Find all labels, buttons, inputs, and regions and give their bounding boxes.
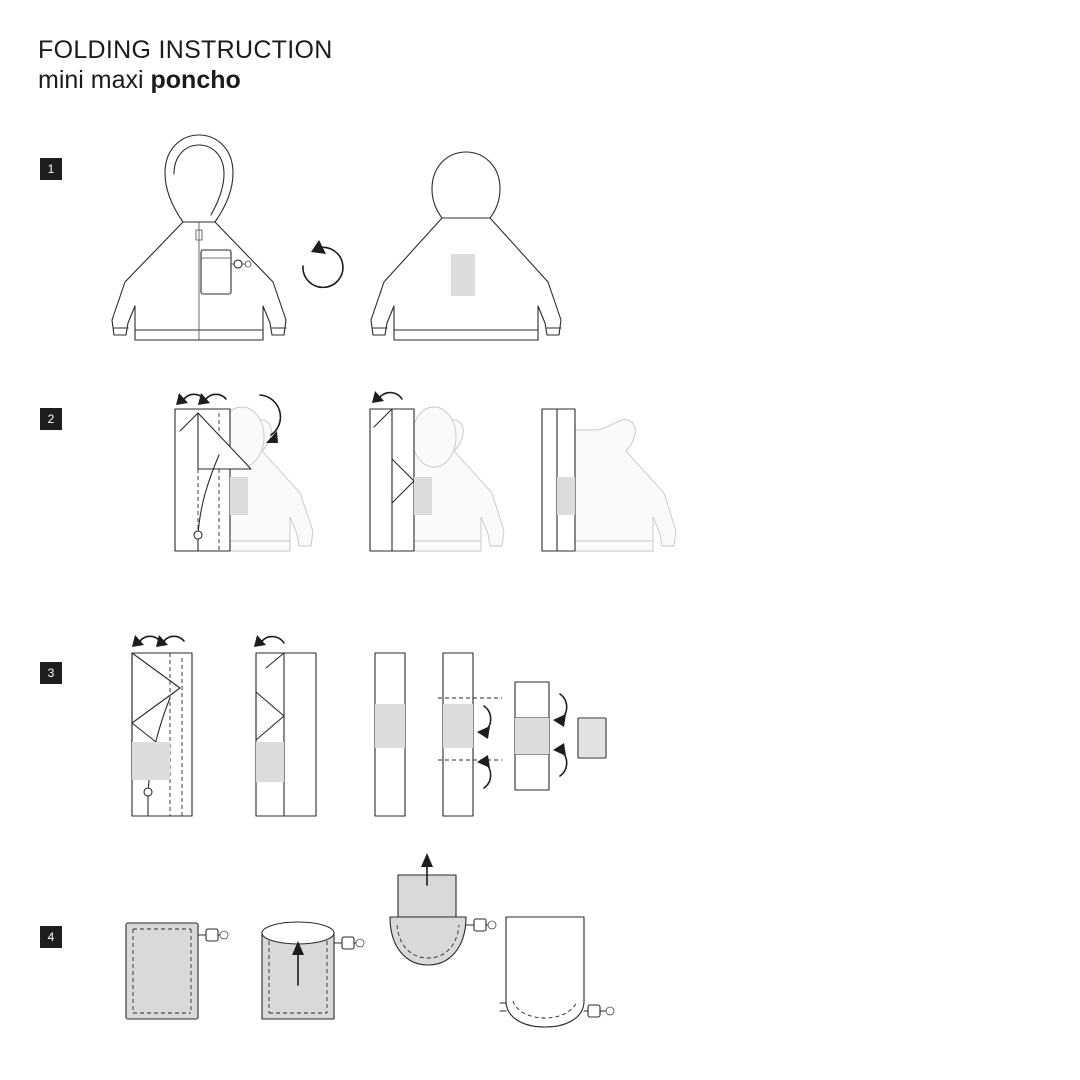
strip: [375, 653, 405, 816]
toggle-d: [144, 788, 152, 796]
poncho-front-with-pocket: [112, 135, 286, 340]
pouch2-cord-end: [356, 939, 364, 947]
arrowhead-a1: [176, 393, 188, 405]
arrowhead-strip-bottom: [477, 755, 490, 768]
pouch4-toggle: [588, 1005, 600, 1017]
pouch3-cord-end: [488, 921, 496, 929]
pouch1-cord-end: [220, 931, 228, 939]
arrowhead-thirds-top: [553, 714, 566, 727]
fold-step-a: [175, 393, 313, 551]
fold-step-d: [132, 635, 192, 816]
strip-with-fold-lines: [438, 653, 502, 816]
patch-d: [132, 742, 170, 780]
pouch4-seam-marks: [500, 1003, 506, 1011]
ghost-hood-b: [412, 407, 456, 467]
patch-e: [256, 742, 284, 782]
arrowhead-b1: [372, 391, 384, 403]
pouch-inserting: [262, 922, 364, 1019]
final-packet: [578, 718, 606, 758]
step-2-illustrations: [70, 385, 1060, 605]
arrow-e1: [262, 637, 284, 643]
patch-b: [414, 477, 432, 515]
title-primary: FOLDING INSTRUCTION: [38, 36, 333, 64]
pouch-closed: [500, 917, 614, 1027]
cord-toggle: [234, 260, 242, 268]
pouch1-body: [126, 923, 198, 1019]
pouch-cinching: [390, 853, 496, 965]
patch-c: [557, 477, 575, 515]
page-title: [38, 36, 333, 95]
fold-step-b: [370, 391, 504, 551]
step-badge-2: 2: [40, 408, 62, 430]
toggle-a: [194, 531, 202, 539]
pocket-rect: [201, 250, 231, 294]
back-patch: [451, 254, 475, 296]
thirds-patch: [515, 718, 549, 754]
arrowhead-d1: [132, 635, 144, 647]
strip-patch: [375, 704, 405, 748]
arrowhead-strip-top: [477, 726, 490, 739]
arrow-d2: [164, 636, 184, 641]
pouch1-toggle: [206, 929, 218, 941]
pouch2-toggle: [342, 937, 354, 949]
pouch4-body: [506, 917, 584, 1027]
fold-step-e: [254, 635, 316, 816]
title-secondary: [38, 66, 333, 96]
step-1-illustrations: [70, 130, 1060, 370]
panel-e: [256, 653, 316, 816]
arrowhead-e1: [254, 635, 266, 647]
arrow-a2: [206, 394, 226, 399]
pouch3-toggle: [474, 919, 486, 931]
pouch4-cord-end: [606, 1007, 614, 1015]
fold-step-c: [542, 409, 676, 551]
pouch-open: [126, 923, 228, 1019]
packet-fill: [579, 719, 605, 757]
step-3-illustrations: [70, 620, 1060, 850]
arrow-b1: [380, 393, 402, 399]
pouch3-arrowhead: [421, 853, 433, 867]
arrowhead-d2: [156, 635, 168, 647]
patch-a: [230, 477, 248, 515]
folded-thirds: [515, 682, 567, 790]
step-4-illustrations: [70, 855, 1060, 1055]
title-product-bold: poncho: [150, 65, 241, 94]
hood-back: [432, 152, 500, 218]
poncho-back-with-patch: [371, 152, 561, 340]
strip2-patch: [443, 704, 473, 748]
arrow-d1: [140, 636, 160, 641]
arrowhead-thirds-bottom: [553, 743, 566, 756]
step-badge-1: 1: [40, 158, 62, 180]
pouch2-opening: [262, 922, 334, 944]
panel-d: [132, 653, 192, 816]
hood-outline: [165, 135, 233, 222]
step-badge-4: 4: [40, 926, 62, 948]
title-product-regular: mini maxi: [38, 65, 151, 94]
rotate-arrow: [303, 240, 343, 287]
step-badge-3: 3: [40, 662, 62, 684]
